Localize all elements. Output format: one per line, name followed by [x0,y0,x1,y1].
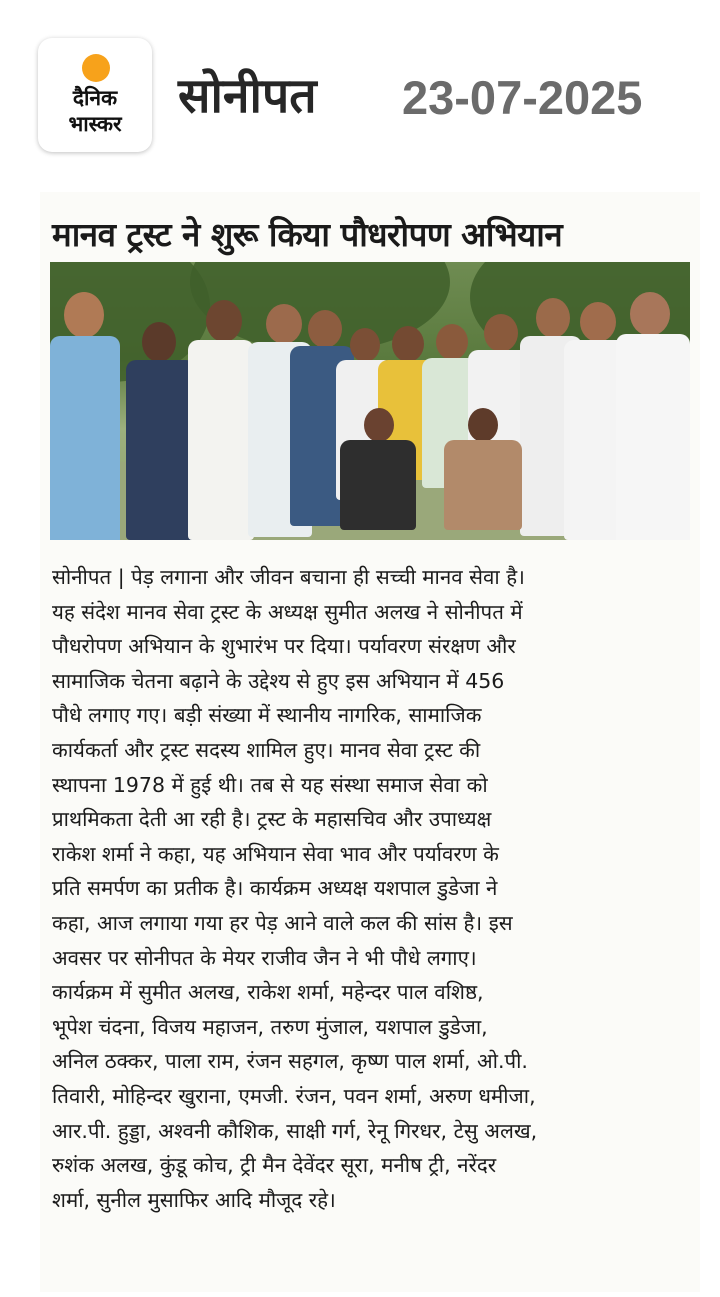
article-photo [50,262,690,540]
article-line: सामाजिक चेतना बढ़ाने के उद्देश्य से हुए इस अभियान में 456 [52,668,505,693]
edition-date: 23-07-2025 [402,71,643,124]
dainik-bhaskar-logo[interactable] [38,38,152,152]
logo-text-line1: दैनिक [72,86,118,110]
article-line: प्रति समर्पण का प्रतीक है। कार्यक्रम अध्यक्ष यशपाल डुडेजा ने [52,876,498,901]
article-line: शर्मा, सुनील मुसाफिर आदि मौजूद रहे। [52,1187,336,1212]
article-body [52,560,692,1217]
article-line: राकेश शर्मा ने कहा, यह अभियान सेवा भाव और पर्यावरण के [52,841,499,866]
article-line: अनिल ठक्कर, पाला राम, रंजन सहगल, कृष्ण पाल शर्मा, ओ.पी. [52,1049,528,1074]
article-line: अवसर पर सोनीपत के मेयर राजीव जैन ने भी पौधे लगाए। [52,945,477,970]
article-line: भूपेश चंदना, विजय महाजन, तरुण मुंजाल, यशपाल डुडेजा, [52,1014,488,1039]
edition-city: सोनीपत [178,68,317,124]
article-line: सोनीपत | पेड़ लगाना और जीवन बचाना ही सच्ची मानव सेवा है। [52,565,525,589]
article-line: कार्यक्रम में सुमीत अलख, राकेश शर्मा, महेन्दर पाल वशिष्ठ, [52,980,484,1005]
article-line: प्राथमिकता देती आ रही है। ट्रस्ट के महासचिव और उपाध्यक्ष [52,807,492,832]
logo-text-line2: भास्कर [68,112,122,136]
article-line: रुशंक अलख, कुंडू कोच, ट्री मैन देवेंदर सूरा, मनीष ट्री, नरेंदर [52,1153,497,1178]
article-line: पौधे लगाए गए। बड़ी संख्या में स्थानीय नागरिक, सामाजिक [52,703,482,728]
article-line: आर.पी. हुड्डा, अश्वनी कौशिक, साक्षी गर्ग, रेनू गिरधर, टेसु अलख, [52,1118,538,1143]
article-headline: मानव ट्रस्ट ने शुरू किया पौधरोपण अभियान [52,215,563,254]
app-header [0,0,720,170]
article-line: कहा, आज लगाया गया हर पेड़ आने वाले कल की सांस है। इस [52,910,513,935]
sun-logo-icon [82,54,110,82]
article-line: स्थापना 1978 में हुई थी। तब से यह संस्था समाज सेवा को [52,772,488,797]
article-line: कार्यकर्ता और ट्रस्ट सदस्य शामिल हुए। मानव सेवा ट्रस्ट की [52,737,481,762]
article-line: पौधरोपण अभियान के शुभारंभ पर दिया। पर्यावरण संरक्षण और [52,634,516,659]
article-line: तिवारी, मोहिन्दर खुराना, एमजी. रंजन, पवन शर्मा, अरुण धमीजा, [52,1083,536,1108]
article-line: यह संदेश मानव सेवा ट्रस्ट के अध्यक्ष सुमीत अलख ने सोनीपत में [52,599,523,624]
